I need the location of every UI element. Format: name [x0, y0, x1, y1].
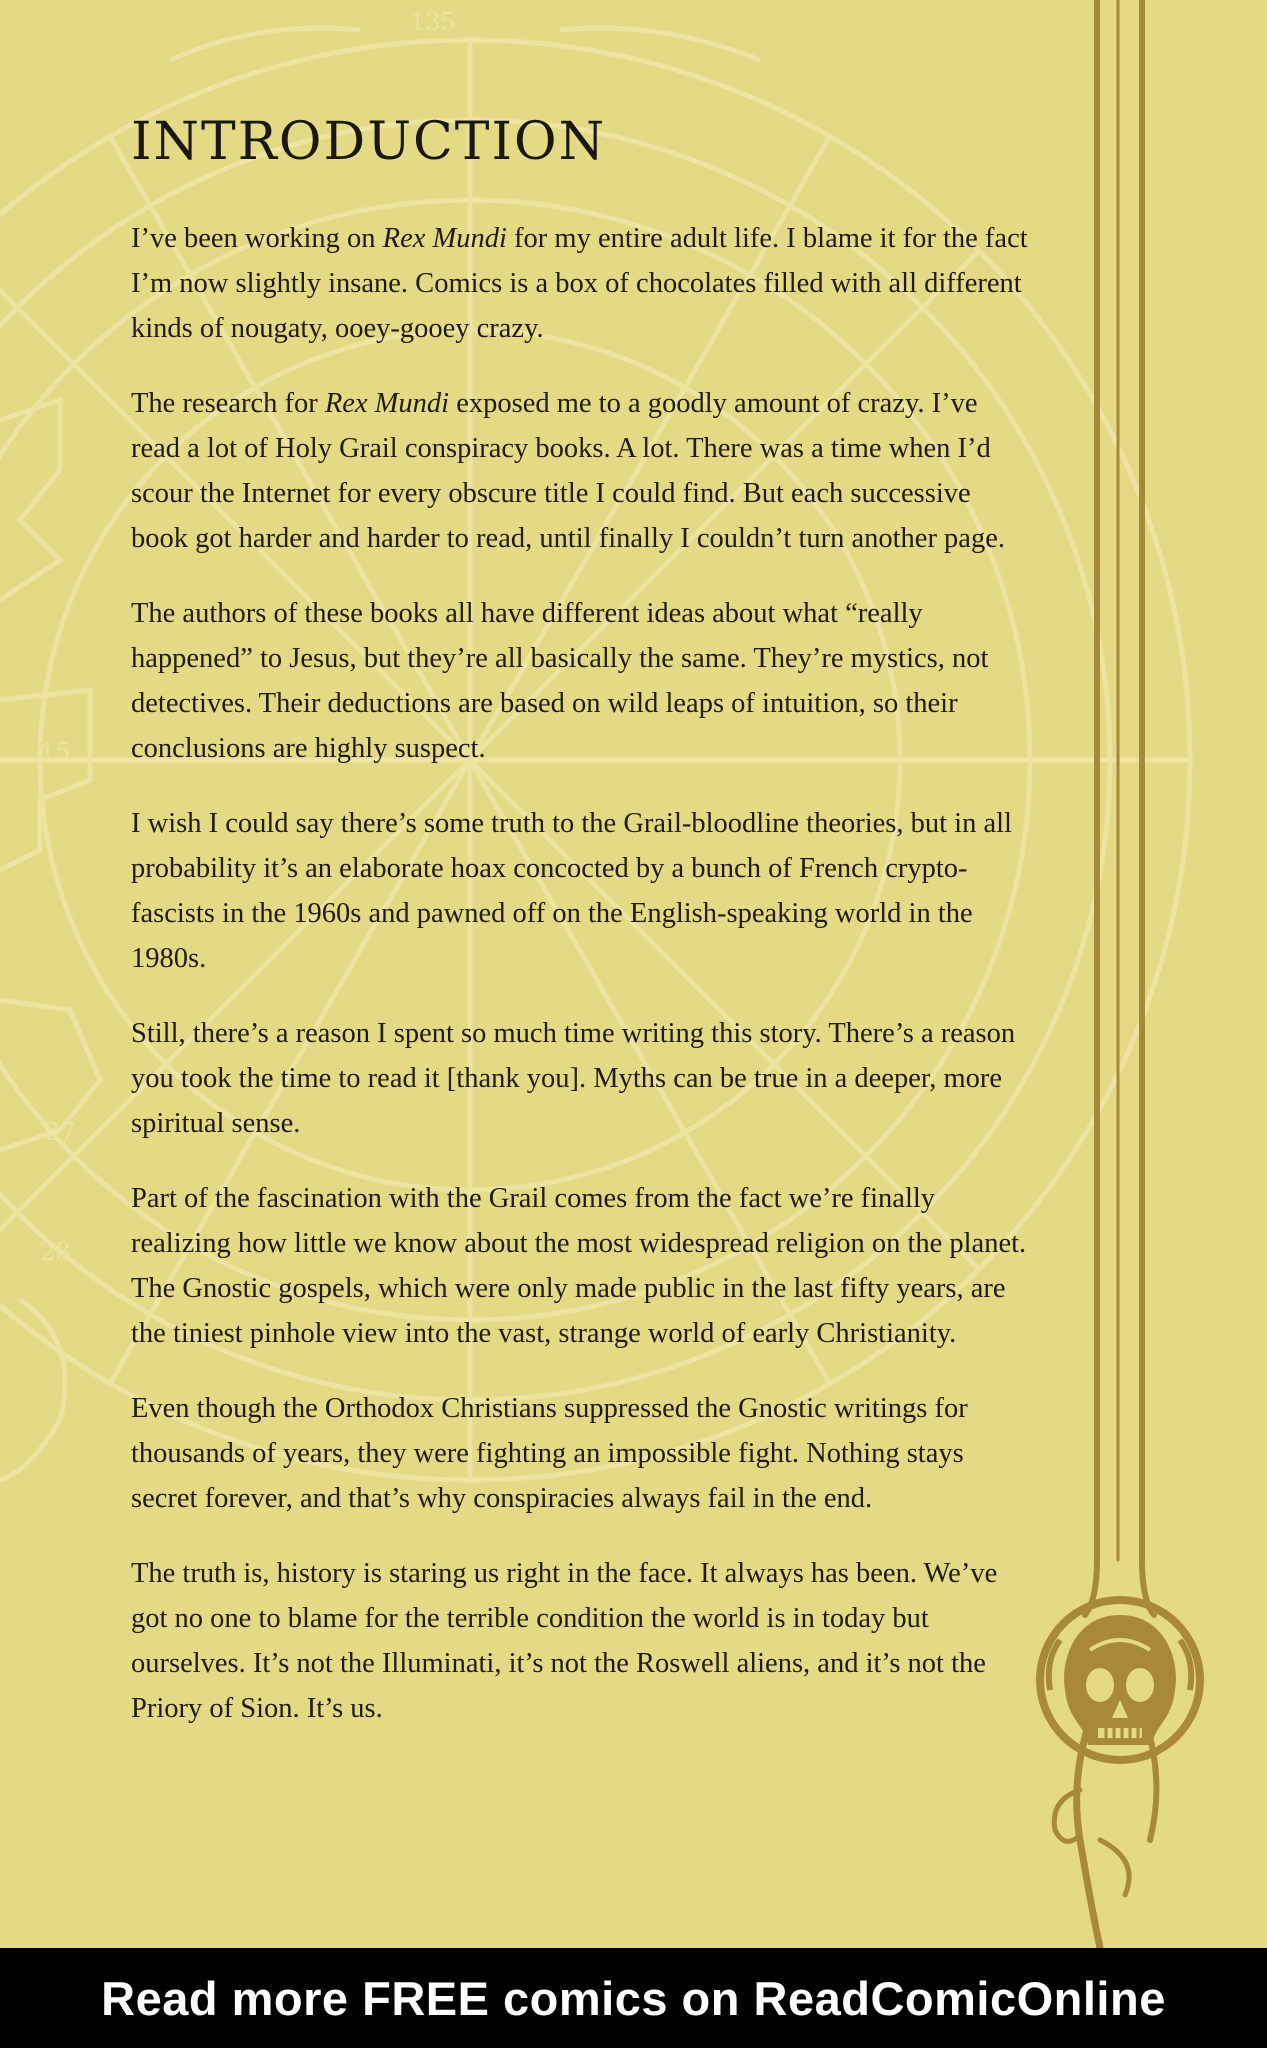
paragraph — [131, 1551, 1031, 1731]
paragraph-text: exposed me to a goodly amount of crazy. I’ve read a lot of Holy Grail conspiracy books. A lot. There was a time when I’d scour the Internet for every obscure title I could find. But each successive book got harder and harder to read, until finally I couldn’t turn another page. — [131, 388, 1005, 554]
promo-banner-text[interactable]: Read more FREE comics on ReadComicOnline — [101, 1971, 1166, 2025]
paragraph-text: Part of the fascination with the Grail comes from the fact we’re finally realizing how little we know about the most widespread religion on the planet. The Gnostic gospels, which were only made public in the last fifty years, are the tiniest pinhole view into the vast, strange world of early Christianity. — [131, 1183, 1027, 1349]
paragraph-text: Still, there’s a reason I spent so much time writing this story. There’s a reason you took the time to read it [thank you]. Myths can be true in a deeper, more spiritual sense. — [131, 1018, 1016, 1139]
paragraph-text: The research for — [131, 388, 325, 419]
paragraph — [131, 1386, 1031, 1521]
paragraph — [131, 216, 1031, 351]
svg-text:28: 28 — [40, 1238, 71, 1266]
paragraph-text: for my entire adult life. I blame it for the fact I’m now slightly insane. Comics is a box of chocolates filled with all different kinds of nougaty, ooey-gooey crazy. — [131, 223, 1028, 344]
paragraph-text: Even though the Orthodox Christians suppressed the Gnostic writings for thousands of years, they were fighting an impossible fight. Nothing stays secret forever, and that’s why conspiracies always fail in the end. — [131, 1393, 968, 1514]
paragraph-text: I wish I could say there’s some truth to the Grail-bloodline theories, but in all probability it’s an elaborate hoax concocted by a bunch of French crypto-fascists in the 1960s and pawned off on the English-speaking world in the 1980s. — [131, 808, 1012, 974]
paragraph — [131, 801, 1031, 981]
book-title-italic: Rex Mundi — [324, 388, 450, 419]
paragraph-list — [131, 216, 1031, 1731]
paragraph — [131, 1176, 1031, 1356]
page-title: INTRODUCTION — [131, 112, 607, 172]
paragraph — [131, 1011, 1031, 1146]
paragraph-text: The authors of these books all have different ideas about what “really happened” to Jesus, but they’re all basically the same. They’re mystics, not detectives. Their deductions are based on wild leaps of intuition, so their conclusions are highly suspect. — [131, 598, 989, 764]
skull-pendant-icon — [1040, 1600, 1200, 1760]
svg-text:27: 27 — [45, 1118, 76, 1146]
paragraph-text: The truth is, history is staring us right in the face. It always has been. We’ve got no one to blame for the terrible condition the world is in today but ourselves. It’s not the Illuminati, it’s not the Roswell aliens, and it’s not the Priory of Sion. It’s us. — [131, 1558, 998, 1724]
introduction-text — [131, 108, 1031, 1761]
svg-text:15: 15 — [40, 738, 71, 766]
book-title-italic: Rex Mundi — [382, 223, 507, 254]
paragraph-text: I’ve been working on — [131, 223, 383, 254]
paragraph — [131, 591, 1031, 771]
svg-text:135: 135 — [410, 8, 456, 36]
paragraph — [131, 381, 1031, 561]
promo-banner[interactable] — [0, 1948, 1267, 2048]
